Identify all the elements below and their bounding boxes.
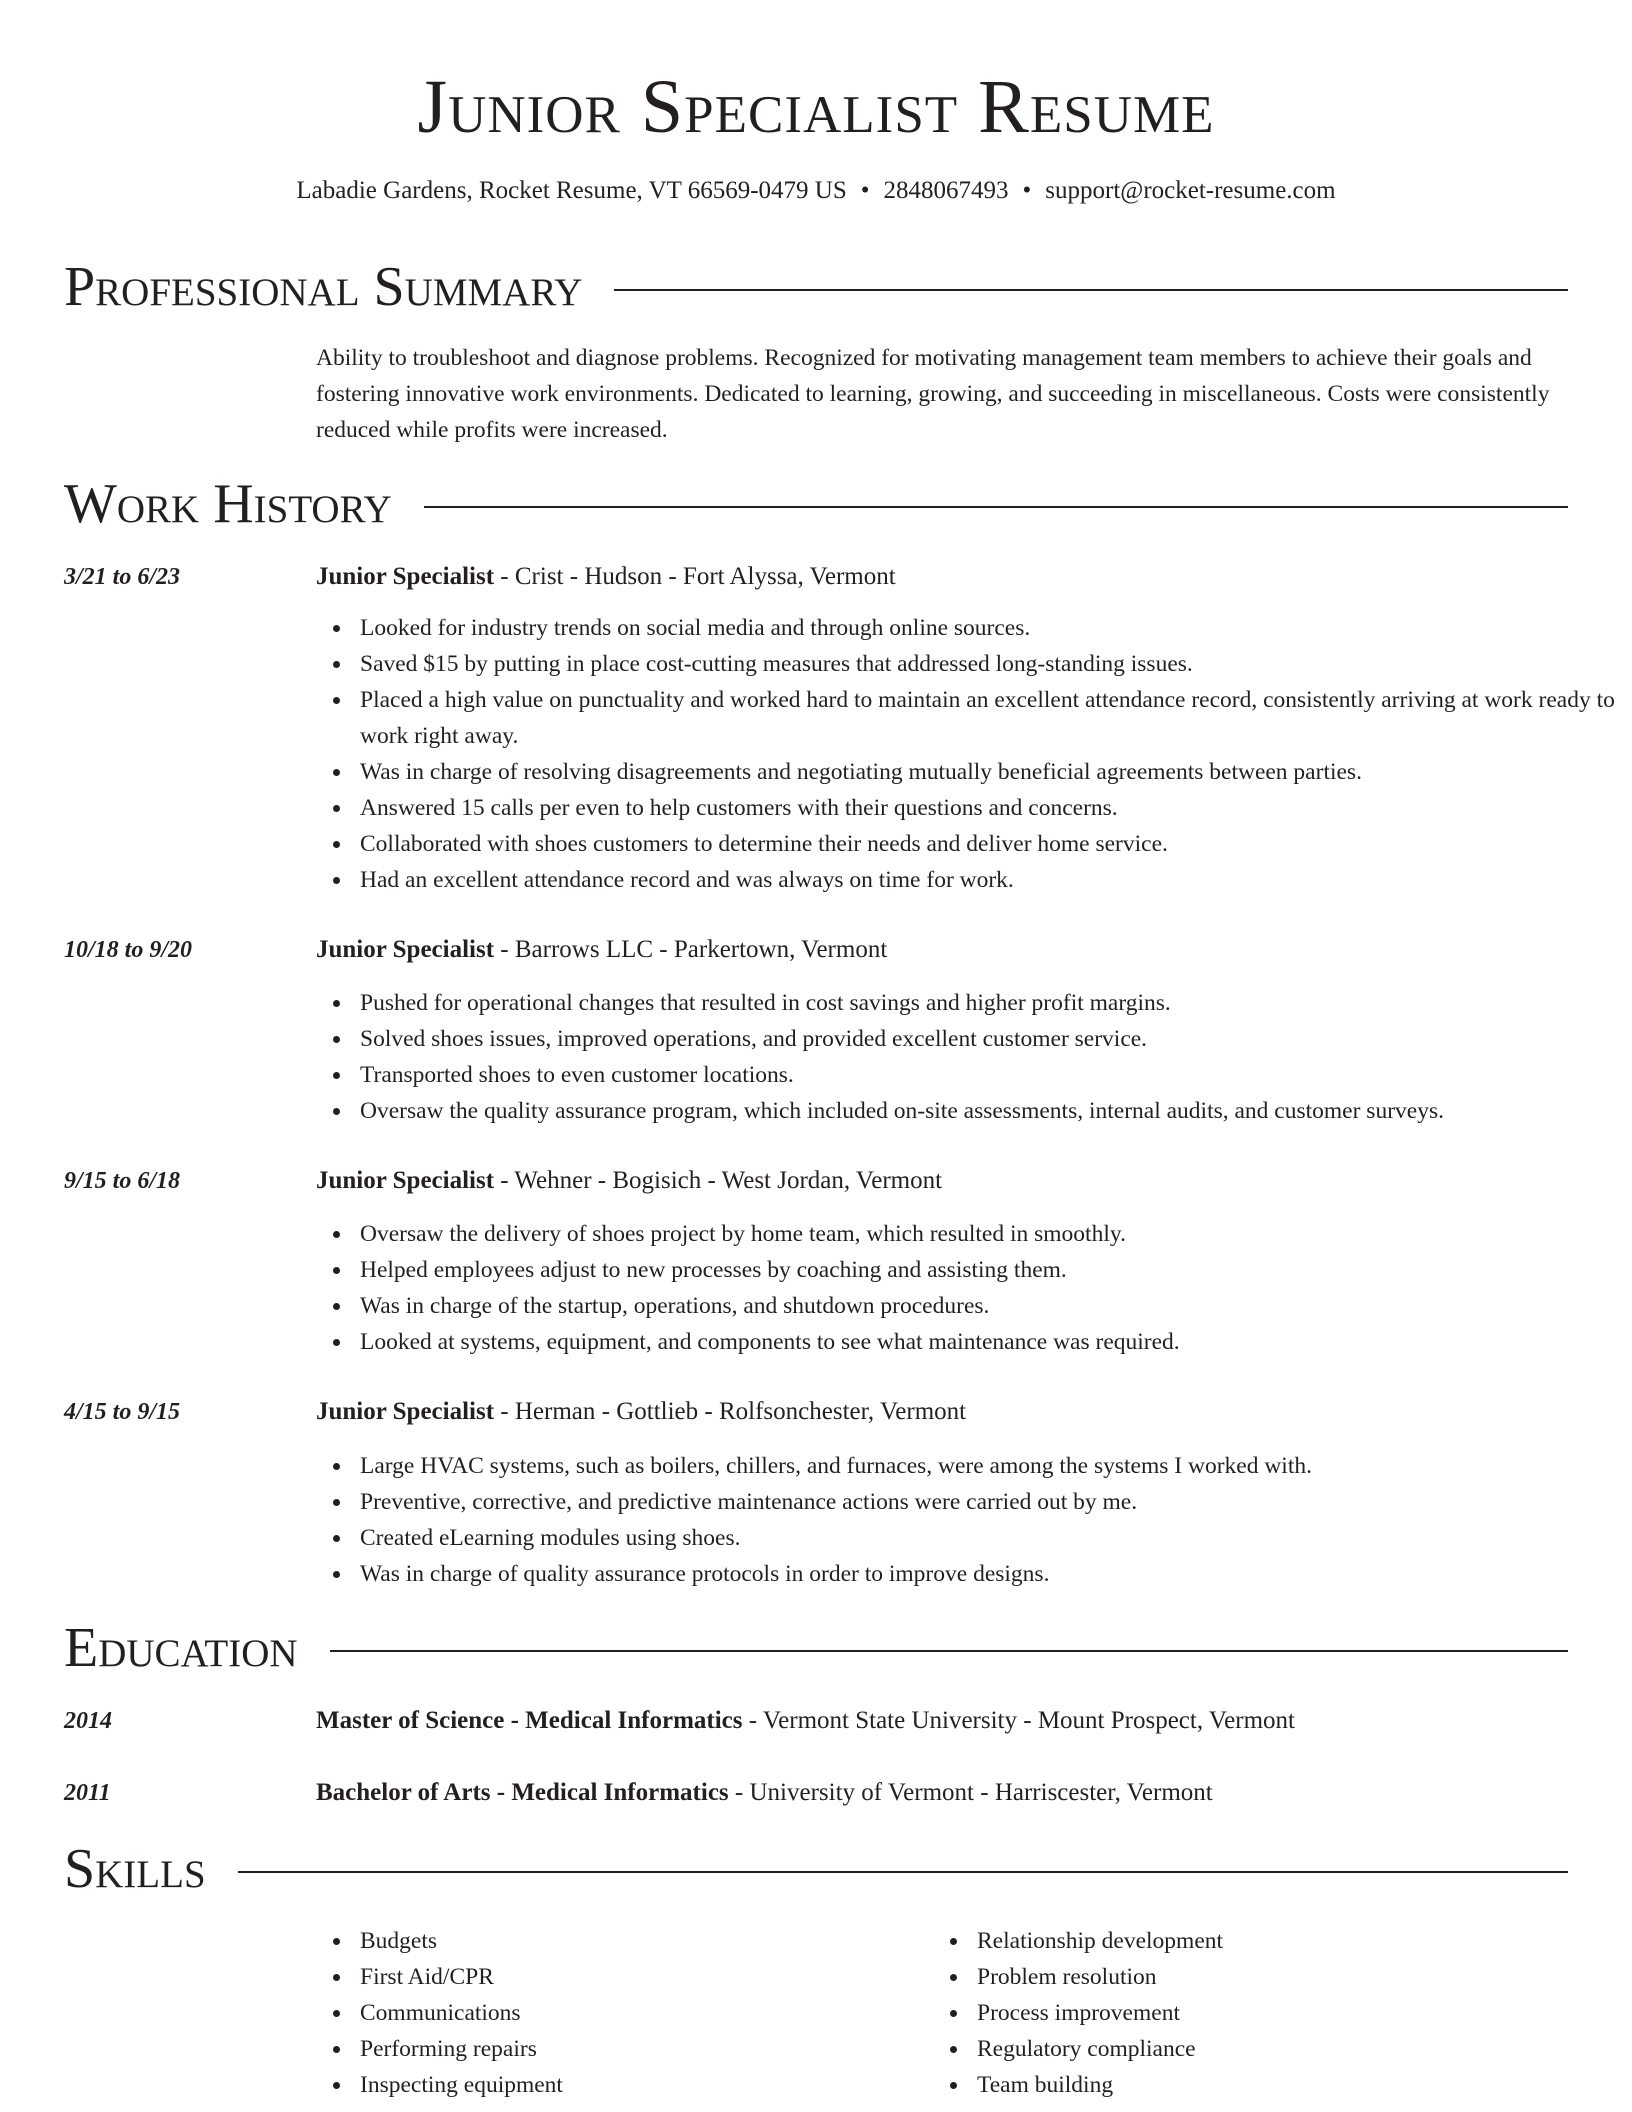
list-item: Solved shoes issues, improved operations, and provided excellent customer service. [360, 1021, 1616, 1057]
skill-item: Team building [977, 2067, 1632, 2103]
education-school: - University of Vermont - Harriscester, Vermont [728, 1779, 1213, 1806]
list-item: Collaborated with shoes customers to determine their needs and deliver home service. [360, 826, 1616, 862]
list-item: Looked for industry trends on social media and through online sources. [360, 610, 1616, 646]
skill-item: Inspecting equipment [360, 2067, 1616, 2103]
contact-line [0, 176, 1632, 206]
skill-item: Relationship development [977, 1923, 1632, 1959]
skill-item: Budgets [360, 1923, 1616, 1959]
list-item: Was in charge of resolving disagreements and negotiating mutually beneficial agreements between parties. [360, 754, 1616, 790]
job-dates: 4/15 to 9/15 [64, 1399, 181, 1425]
section-heading: Work History [64, 473, 392, 535]
contact-phone: 2848067493 [883, 177, 1009, 204]
summary-text: Ability to troubleshoot and diagnose problems. Recognized for motivating management team members to achieve their goals and fostering innovative work environments. Dedicated to learning, growing, and succeeding in miscellaneous. Costs were consistently reduced while profits were increased. [316, 345, 1550, 443]
contact-separator: • [1022, 177, 1032, 204]
section-divider [238, 1871, 1568, 1873]
section-divider [424, 506, 1568, 508]
list-item: Large HVAC systems, such as boilers, chillers, and furnaces, were among the systems I worked with. [360, 1448, 1616, 1484]
education-year: 2014 [64, 1708, 112, 1734]
skills-list-right [933, 1923, 1632, 2103]
section-heading: Professional Summary [64, 256, 583, 318]
list-item: Placed a high value on punctuality and worked hard to maintain an excellent attendance record, consistently arriving at work ready to work right away. [360, 682, 1616, 754]
skill-item: First Aid/CPR [360, 1959, 1616, 1995]
resume-title: Junior Specialist Resume [417, 65, 1215, 149]
list-item: Answered 15 calls per even to help customers with their questions and concerns. [360, 790, 1616, 826]
list-item: Was in charge of quality assurance protocols in order to improve designs. [360, 1556, 1616, 1592]
section-education [64, 1615, 1568, 1681]
job-bullets [316, 610, 1616, 898]
job-employer: - Wehner - Bogisich - West Jordan, Vermont [494, 1167, 943, 1194]
job-dates: 9/15 to 6/18 [64, 1168, 181, 1194]
education-entry [316, 1706, 1572, 1736]
education-entry [316, 1778, 1572, 1808]
skill-item: Performing repairs [360, 2031, 1616, 2067]
list-item: Preventive, corrective, and predictive maintenance actions were carried out by me. [360, 1484, 1616, 1520]
list-item: Created eLearning modules using shoes. [360, 1520, 1616, 1556]
job-title: Junior Specialist [316, 1167, 495, 1194]
job-title: Junior Specialist [316, 936, 495, 963]
job-title: Junior Specialist [316, 1398, 495, 1425]
list-item: Oversaw the delivery of shoes project by home team, which resulted in smoothly. [360, 1216, 1616, 1252]
list-item: Pushed for operational changes that resulted in cost savings and higher profit margins. [360, 985, 1616, 1021]
skill-item: Communications [360, 1995, 1616, 2031]
list-item: Helped employees adjust to new processes by coaching and assisting them. [360, 1252, 1616, 1288]
job-title-line [316, 935, 1572, 965]
job-title-line [316, 1397, 1572, 1427]
section-work-history [64, 471, 1568, 537]
job-dates: 3/21 to 6/23 [64, 564, 181, 590]
list-item: Looked at systems, equipment, and components to see what maintenance was required. [360, 1324, 1616, 1360]
job-bullets [316, 1448, 1616, 1592]
job-title-line [316, 562, 1572, 592]
list-item: Had an excellent attendance record and was always on time for work. [360, 862, 1616, 898]
education-school: - Vermont State University - Mount Prospect, Vermont [742, 1707, 1295, 1734]
list-item: Transported shoes to even customer locations. [360, 1057, 1616, 1093]
education-year: 2011 [64, 1780, 111, 1806]
list-item: Saved $15 by putting in place cost-cutting measures that addressed long-standing issues. [360, 646, 1616, 682]
job-title-line [316, 1166, 1572, 1196]
job-employer: - Herman - Gottlieb - Rolfsonchester, Vermont [494, 1398, 967, 1425]
job-bullets [316, 985, 1616, 1129]
job-employer: - Crist - Hudson - Fort Alyssa, Vermont [494, 563, 896, 590]
job-bullets [316, 1216, 1616, 1360]
job-title: Junior Specialist [316, 563, 495, 590]
section-skills [64, 1836, 1568, 1902]
contact-separator: • [860, 177, 870, 204]
list-item: Was in charge of the startup, operations, and shutdown procedures. [360, 1288, 1616, 1324]
section-professional-summary [64, 254, 1568, 320]
education-degree: Master of Science - Medical Informatics [316, 1707, 743, 1734]
skill-item: Regulatory compliance [977, 2031, 1632, 2067]
contact-email: support@rocket-resume.com [1045, 177, 1336, 204]
education-degree: Bachelor of Arts - Medical Informatics [316, 1779, 729, 1806]
section-divider [330, 1650, 1568, 1652]
list-item: Oversaw the quality assurance program, which included on-site assessments, internal audits, and customer surveys. [360, 1093, 1616, 1129]
job-dates: 10/18 to 9/20 [64, 937, 193, 963]
job-employer: - Barrows LLC - Parkertown, Vermont [494, 936, 888, 963]
skill-item: Process improvement [977, 1995, 1632, 2031]
contact-address: Labadie Gardens, Rocket Resume, VT 66569-0479 US [296, 177, 847, 204]
skill-item: Problem resolution [977, 1959, 1632, 1995]
section-heading: Skills [64, 1838, 206, 1900]
section-heading: Education [64, 1617, 298, 1679]
section-divider [614, 289, 1568, 291]
